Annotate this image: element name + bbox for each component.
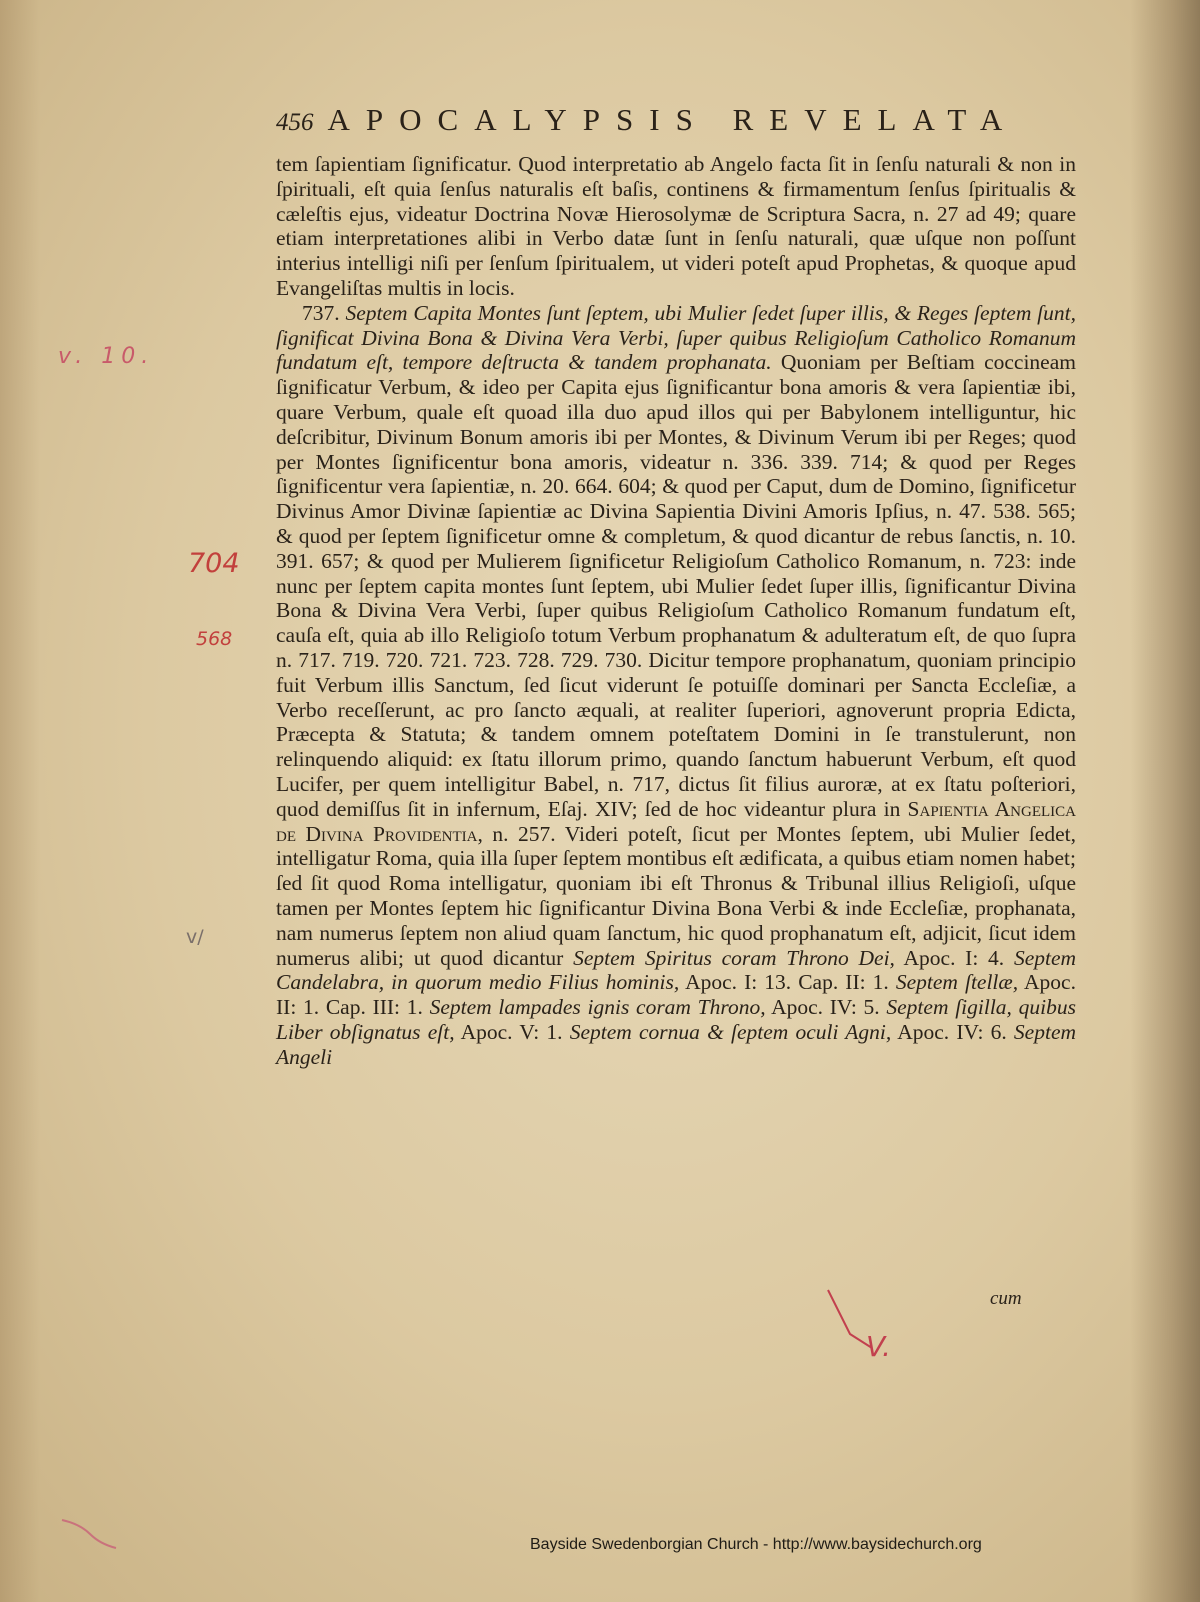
- page-number: 456: [276, 109, 314, 136]
- margin-note-704: 704: [188, 548, 240, 579]
- margin-note-v: V.: [866, 1330, 891, 1363]
- citation: Apoc. I: 13. Cap. II: 1.: [685, 970, 889, 995]
- running-title: APOCALYPSIS REVELATA: [327, 102, 1019, 137]
- citation: Apoc. V: 1.: [460, 1019, 563, 1044]
- quotation: Septem lampades ignis coram Throno,: [429, 995, 766, 1020]
- margin-note-568: 568: [196, 628, 233, 650]
- paragraph-text: n. 257. Videri poteſt, ſicut per Montes ſeptem, ubi Mulier ſedet, intelligatur Roma, quia illa ſuper ſeptem montibus eſt ædificata, a quibus etiam nomen habet; ſed ſit quod Roma intelligatur, quoniam ibi eſt Thronus & Tribunal illius Religioſi, uſque tamen per Montes ſeptem hic ſignificantur Divina Bona Verbi & inde Eccleſiæ, prophanata, nam numerus ſeptem non aliud quam ſanctum, hic quod prophanatum eſt, adjicit, ſicut idem numerus alibi; ut quod dicantur: [276, 821, 1077, 970]
- quotation: Septem ſtellæ,: [895, 970, 1019, 995]
- quotation: Septem Angeli: [276, 1019, 1077, 1069]
- pencil-scribble: [60, 1510, 120, 1550]
- book-reference: Sapientia Angelica de Divina Providentia,: [276, 796, 1077, 846]
- paragraph-text: tem ſapientiam ſignificatur. Quod interpretatio ab Angelo facta ſit in ſenſu naturali & non in ſpirituali, eſt quia ſenſus naturalis eſt baſis, continens & firmamentum ſenſus ſpiritualis & cæleſtis ejus, videatur Doctrina Novæ Hierosolymæ de Scriptura Sacra, n. 27 ad 49; quare etiam interpretationes alibi in Verbo datæ ſunt in ſenſu naturali, quæ uſque non poſſunt interius intelligi niſi per ſenſum ſpiritualem, ut videri poteſt apud Prophetas, & quoque apud Evangeliſtas multis in locis.: [276, 152, 1076, 300]
- quotation: Septem Spiritus coram Throno Dei,: [573, 945, 895, 970]
- footer-credit: Bayside Swedenborgian Church - http://www.baysidechurch.org: [530, 1536, 982, 1553]
- margin-note-v10: v. 10.: [58, 344, 155, 369]
- citation: Apoc. I: 4.: [903, 945, 1005, 970]
- paragraph-737: [276, 301, 1076, 1070]
- paragraph-text: Quoniam per Beſtiam coccineam ſignificatur Verbum, & ideo per Capita ejus ſignificantur bona amoris & vera ſapientiæ ibi, quare Verbum, quale eſt quoad illa duo apud illos qui per Babylonem intelliguntur, hic deſcribitur, Divinum Bonum amoris ibi per Montes, & Divinum Verum ibi per Reges; quod per Montes ſignificentur bona amoris, videatur n. 336. 339. 714; & quod per Reges ſignificentur vera ſapientiæ, n. 20. 664. 604; & quod per Caput, dum de Domino, ſignificetur Divinus Amor Divinæ ſapientiæ ac Divina Sapientia Divini Amoris Ipſius, n. 47. 538. 565; & quod per ſeptem ſignificetur omne & completum, & quod dicantur de rebus ſanctis, n. 10. 391. 657; & quod per Mulierem ſignificetur Religioſum Catholico Romanum, n. 723: inde nunc per ſeptem capita montes ſunt ſeptem, ubi Mulier ſedet ſuper illis, ſignificantur Divina Bona & Divina Vera Verbi, ſuper quibus Religioſum Catholico Romanum fundatum eſt, cauſa eſt, quia ab illo Religioſo totum Verbum prophanatum & adulteratum eſt, de quo ſupra n. 717. 719. 720. 721. 723. 728. 729. 730. Dicitur tempore prophanatum, quoniam principio fuit Verbum illis Sanctum, ſed ſicut viderunt ſe potuiſſe dominari per Sancta Eccleſiæ, a Verbo receſſerunt, ac pro ſancto æquali, at realiter ſuperiori, agnoverunt propria Edicta, Præcepta & Statuta; & tandem omnem poteſtatem Domini in ſe transtulerunt, non relinquendo aliquid: ex ſtatu illorum primo, quando ſanctum habuerunt Verbum, eſt quod Lucifer, per quem intelligitur Babel, n. 717, dictus ſit filius auroræ, at ex ſtatu poſteriori, quod demiſſus ſit in infernum, Eſaj. XIV; ſed de hoc videantur plura in: [276, 350, 1076, 821]
- book-gutter-shadow: [1130, 0, 1200, 1602]
- catchword: cum: [990, 1288, 1022, 1309]
- paragraph-number: 737.: [302, 300, 340, 325]
- margin-note-pencil: v/: [186, 926, 204, 948]
- paragraph-heading: Septem Capita Montes ſunt ſeptem, ubi Mulier ſedet ſuper illis, & Reges ſeptem ſunt, ſignificat Divina Bona & Divina Vera Verbi, ſuper quibus Religioſum Catholico Romanum fundatum eſt, tempore deſtructa & tandem prophanata.: [276, 300, 1076, 375]
- citation: Apoc. IV: 5.: [771, 995, 880, 1020]
- paragraph-continuation: [276, 152, 1076, 301]
- quotation: Septem Candelabra, in quorum medio Filius hominis,: [276, 945, 1077, 995]
- citation: Apoc. IV: 6.: [897, 1019, 1007, 1044]
- body-text: [276, 152, 1076, 1069]
- page-edge-shadow: [0, 0, 40, 1602]
- quotation: Septem cornua & ſeptem oculi Agni,: [569, 1019, 892, 1044]
- quotation: Septem ſigilla, quibus Liber obſignatus eſt,: [276, 995, 1076, 1044]
- page-header: [276, 102, 1036, 142]
- citation: Apoc. II: 1. Cap. III: 1.: [276, 970, 1076, 1020]
